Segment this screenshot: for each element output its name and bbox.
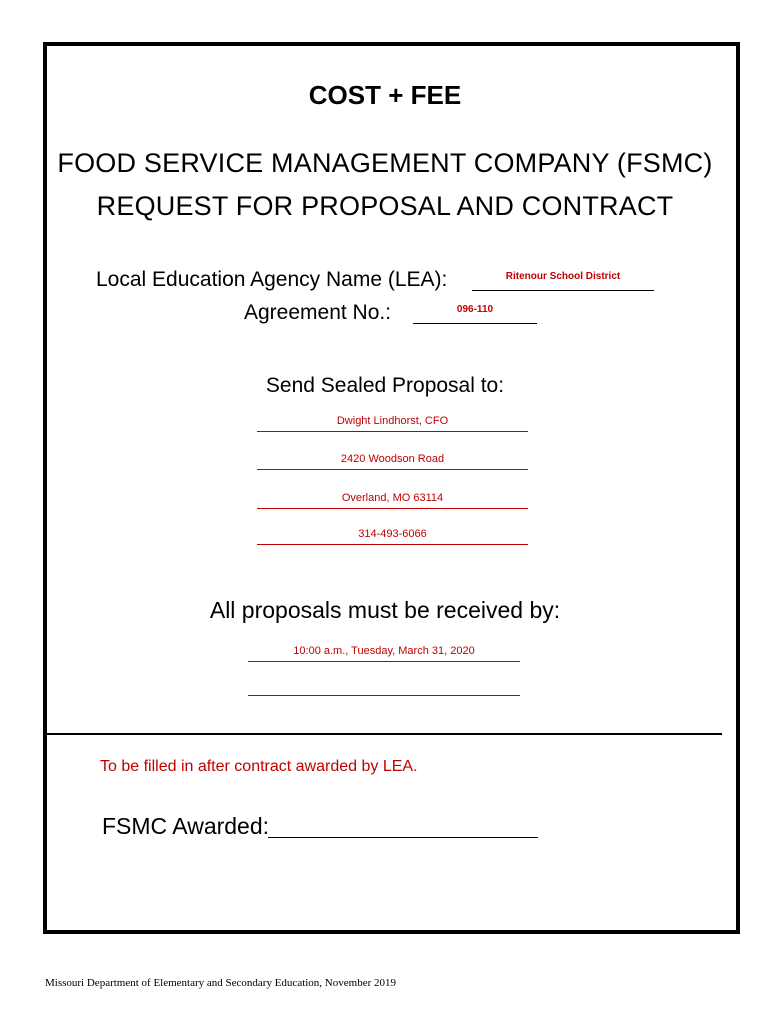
address-underline xyxy=(257,544,528,545)
address-line: Dwight Lindhorst, CFO xyxy=(336,415,449,427)
received-by-value: 10:00 a.m., Tuesday, March 31, 2020 xyxy=(293,645,475,657)
address-line: 2420 Woodson Road xyxy=(340,453,445,465)
agreement-label: Agreement No.: xyxy=(244,301,392,324)
received-by-empty xyxy=(248,675,520,695)
agreement-underline xyxy=(413,323,537,324)
award-note: To be filled in after contract awarded by LEA. xyxy=(100,758,418,775)
footer-text: Missouri Department of Elementary and Secondary Education, November 2019 xyxy=(45,977,396,989)
title-line-1: FOOD SERVICE MANAGEMENT COMPANY (FSMC) xyxy=(57,148,713,178)
received-by-label: All proposals must be received by: xyxy=(209,597,561,623)
received-by-underline-2 xyxy=(248,695,520,696)
agreement-value[interactable]: 096-110 xyxy=(456,304,494,315)
address-underline xyxy=(257,508,528,509)
address-field-street[interactable] xyxy=(257,449,528,470)
address-field-city[interactable] xyxy=(257,488,528,509)
section-divider xyxy=(46,733,722,735)
received-by-underline xyxy=(248,661,520,662)
fsmc-awarded-label: FSMC Awarded: xyxy=(102,813,270,839)
address-line: Overland, MO 63114 xyxy=(341,492,444,504)
address-field-name[interactable] xyxy=(257,411,528,432)
lea-underline xyxy=(472,290,654,291)
fsmc-awarded-field[interactable] xyxy=(268,837,538,838)
address-underline xyxy=(257,431,528,432)
address-line: 314-493-6066 xyxy=(358,528,427,540)
received-by-field[interactable] xyxy=(248,641,520,662)
title-line-2: REQUEST FOR PROPOSAL AND CONTRACT xyxy=(96,191,674,221)
address-field-phone[interactable] xyxy=(257,524,528,545)
received-by-field-extra[interactable] xyxy=(248,675,520,696)
lea-value[interactable]: Ritenour School District xyxy=(505,271,621,282)
cost-fee-heading: COST + FEE xyxy=(308,80,462,110)
send-proposal-label: Send Sealed Proposal to: xyxy=(265,374,505,397)
address-underline xyxy=(257,469,528,470)
lea-label: Local Education Agency Name (LEA): xyxy=(96,268,448,291)
